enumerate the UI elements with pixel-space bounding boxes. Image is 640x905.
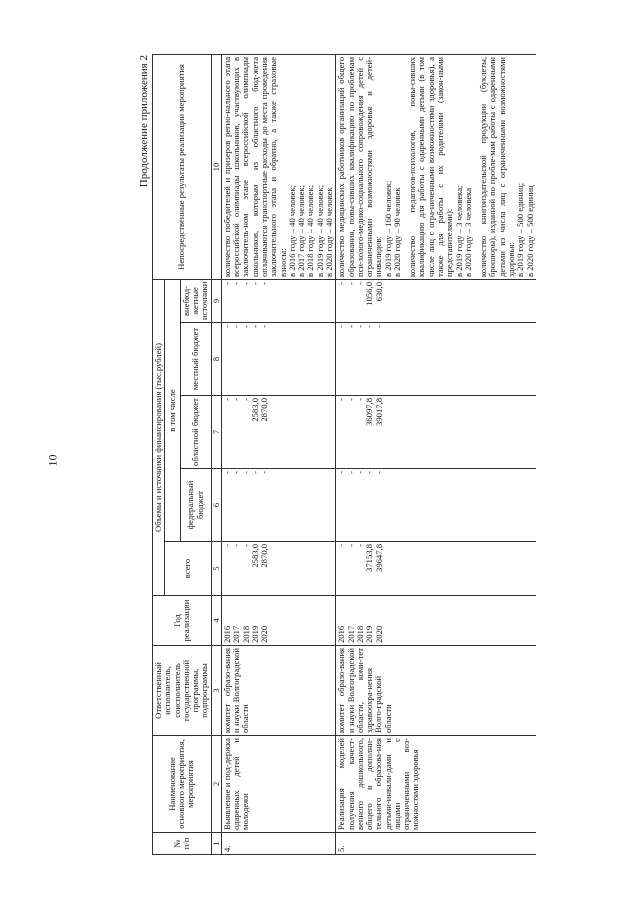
row-executor: комитет образо-вания и науки Волгоградской области, коми-тет здравоохра-нения Волго-градской области (336, 646, 536, 736)
financing-table (152, 54, 536, 855)
column-number: 9 (211, 279, 221, 322)
column-number: 1 (211, 833, 221, 855)
header-event-name: Наименование основного мероприятия, мероприятия (153, 736, 212, 833)
row-years: 2016 2017 2018 2019 2020 (221, 596, 335, 646)
row-total: - - - 2583,0 2870,0 (221, 542, 335, 596)
row-local: - - - - - (336, 323, 536, 396)
row-federal: - - - - - (221, 469, 335, 542)
header-regional: областной бюджет (180, 396, 211, 469)
row-total: - - - 37153,8 39647,8 (336, 542, 536, 596)
header-local: местный бюджет (180, 323, 211, 396)
column-number: 4 (211, 596, 221, 646)
header-results: Непосредственные результаты реализации мероприятия (153, 54, 212, 279)
row-event-name: Реализация моделей получения качест-венного дошкольного, общего и дополни-тельного образова-ния детьми-инвали-дами и лицами с ограниченными воз-можностями здоровья (336, 736, 536, 833)
column-number: 10 (211, 54, 221, 279)
column-number: 6 (211, 469, 221, 542)
row-extra: - - - 1056,0 630,0 (336, 279, 536, 322)
continuation-title: Продолжение приложения 2 (138, 55, 150, 188)
row-executor: комитет образо-вания и науки Волгоградской области (221, 646, 335, 736)
column-number: 7 (211, 396, 221, 469)
column-number: 2 (211, 736, 221, 833)
row-years: 2016 2017 2018 2019 2020 (336, 596, 536, 646)
header-financing: Объемы и источники финансирования (тыс.рублей) (153, 279, 165, 595)
row-extra: - - - - - (221, 279, 335, 322)
row-local: - - - - - (221, 323, 335, 396)
table-row (336, 54, 536, 854)
row-regional: - - - 36097,8 39017,8 (336, 396, 536, 469)
column-number: 3 (211, 646, 221, 736)
header-year: Год реализации (153, 596, 212, 646)
header-total: всего (165, 542, 211, 596)
header-executor: Ответственный исполнитель, соисполнитель государственной программы, подпрограммы (153, 646, 212, 736)
row-num: 5. (336, 833, 536, 855)
row-num: 4. (221, 833, 335, 855)
table-row (221, 54, 335, 854)
column-number: 8 (211, 323, 221, 396)
header-including: в том числе (165, 279, 181, 541)
row-results: количество медицинских работников организаций общего образования, повы-сивших квалификацию по проблемам пси-холого-медико-социального сопровождения детей с ограниченными возможностями здоровья и детей-инвалидов: в 2019 году – 160 человек; в 2020 году – 90 человек количество педагогов-психологов, повы-сивших квалификацию для работы с одаренными детьми (в том числе лиц с огра-ниченными возможностями здоровья), а также для работы с их родителями (закон-ными представителями): в 2019 году – 3 человека; в 2020 году – 3 человека количество книгоиздательской продукции (буклеты, брошюры), изданной по пробле-мам работы с одаренными детьми из числа лиц с ограниченными возможностями здоровья: в 2019 году – 500 единиц; в 2020 году – 500 единиц (336, 54, 536, 279)
header-extra: внебюд-жетные источники (180, 279, 211, 322)
row-event-name: Выявление и под-держка одаренных детей и молодежи (221, 736, 335, 833)
row-results: количество победителей и призеров регио-нального этапа всероссийской олимпиады школьников, участвующих в заключитель-ном этапе всероссийской олимпиады школьников, которым из областного бюд-жета оплачиваются транспортные расходы до места проведения заключительного этапа и обратно, а также страховые взносы: в 2016 году – 40 человек; в 2017 году – 40 человек; в 2018 году – 40 человек; в 2019 году – 40 человек; в 2020 году – 40 человек (221, 54, 335, 279)
page-number: 10 (45, 454, 60, 467)
row-federal: - - - - - (336, 469, 536, 542)
header-num: № п/п (153, 833, 212, 855)
rotated-page-content (138, 55, 628, 855)
column-number: 5 (211, 542, 221, 596)
row-regional: - - - 2583,0 2870,0 (221, 396, 335, 469)
header-federal: федеральный бюджет (180, 469, 211, 542)
